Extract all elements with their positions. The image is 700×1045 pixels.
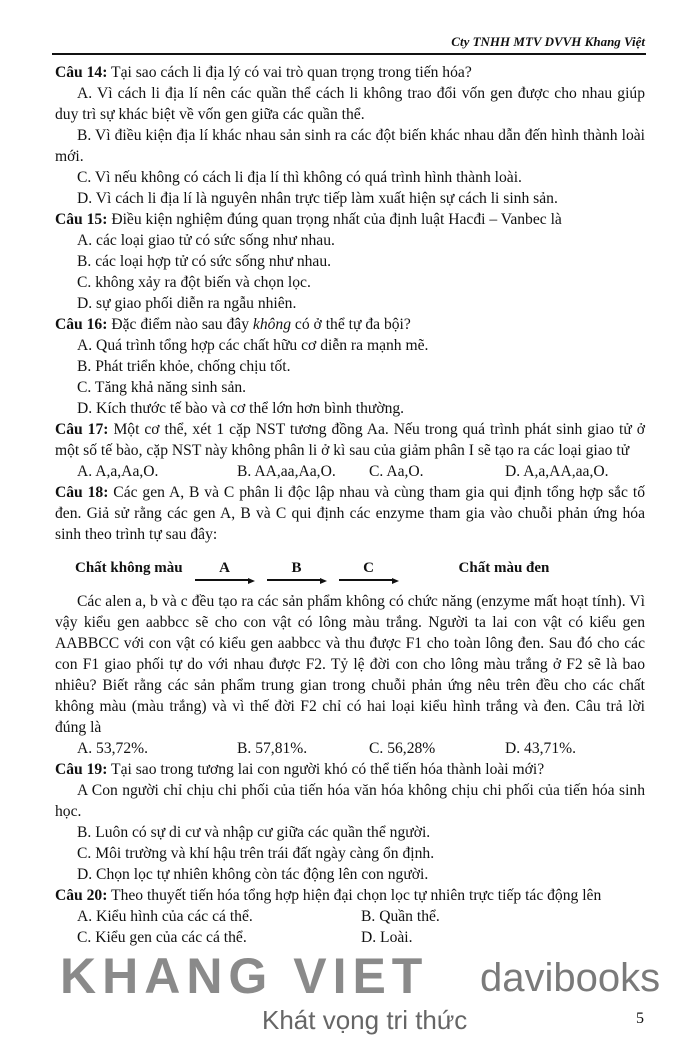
options-row (55, 927, 645, 948)
options-row (55, 738, 645, 759)
option: A. A,a,Aa,O. (77, 463, 159, 480)
pathway-start: Chất không màu (75, 559, 183, 576)
arrow-step-c: C (339, 558, 399, 579)
emphasis: không (252, 316, 292, 333)
page-number: 5 (636, 1010, 644, 1027)
question-text: có ở thể tự đa bội? (291, 316, 411, 333)
option: A. các loại giao tử có sức sống như nhau. (77, 232, 335, 249)
option: D. Vì cách li địa lí là nguyên nhân trực tiếp làm xuất hiện sự cách li sinh sản. (77, 190, 558, 207)
options-row (55, 906, 645, 927)
question-16 (55, 314, 645, 335)
question-text: Điều kiện nghiệm đúng quan trọng nhất của định luật Hacđi – Vanbec là (107, 211, 562, 228)
question-text: Các gen A, B và C phân li độc lập nhau và cùng tham gia qui định tổng hợp sắc tố đen. Giả sử rằng các gen A, B và C qui định các enzyme tham gia vào chuỗi phản ứng hóa sinh theo trình tự sau đây: (55, 484, 645, 543)
watermark-brand: KHANG VIET (60, 948, 429, 1004)
question-18-continued: Các alen a, b và c đều tạo ra các sản phẩm không có chức năng (enzyme mất hoạt tính). Vì vậy kiểu gen aabbcc sẽ cho con vật có lông màu trắng. Người ta lai con vật có kiểu gen AABBCC với con vật có kiểu gen aabbcc và thu được F1 cho toàn lông đen. Sau đó cho các con F1 giao phối tự do với nhau được F2. Tỷ lệ đời con cho lông màu trắng ở F2 sẽ là bao nhiêu? Biết rằng các sản phẩm trung gian trong chuỗi phản ứng nêu trên đều cho các chất không màu (màu trắng) và vì thế đời F2 chỉ có hai loại kiểu hình trắng và đen. Câu trả lời đúng là (55, 593, 645, 736)
question-text: Đặc điểm nào sau đây (107, 316, 253, 333)
question-text: Tại sao cách li địa lý có vai trò quan trọng trong tiến hóa? (107, 64, 472, 81)
question-text: Tại sao trong tương lai con người khó có thể tiến hóa thành loài mới? (107, 761, 545, 778)
option: B. Vì điều kiện địa lí khác nhau sản sinh ra các đột biến khác nhau dẫn đến hình thành loài mới. (55, 127, 645, 165)
option: B. Phát triển khỏe, chống chịu tốt. (77, 358, 291, 375)
option: B. 57,81%. (237, 740, 308, 757)
question-label: Câu 19: (55, 761, 108, 778)
option: D. Kích thước tế bào và cơ thể lớn hơn bình thường. (77, 400, 405, 417)
watermark-site: davibooks (480, 956, 661, 1000)
question-14 (55, 62, 645, 83)
option: B. các loại hợp tử có sức sống như nhau. (77, 253, 332, 270)
pathway-end: Chất màu đen (458, 559, 550, 576)
option: D. sự giao phối diễn ra ngẫu nhiên. (77, 295, 297, 312)
option: A. Quá trình tổng hợp các chất hữu cơ diễn ra mạnh mẽ. (77, 337, 429, 354)
question-18 (55, 482, 645, 545)
option: B. Luôn có sự di cư và nhập cư giữa các quần thể người. (77, 824, 431, 841)
question-label: Câu 16: (55, 316, 108, 333)
option: C. Vì nếu không có cách li địa lí thì không có quá trình hình thành loài. (77, 169, 522, 186)
option: D. Loài. (361, 929, 413, 946)
option: C. không xảy ra đột biến và chọn lọc. (77, 274, 311, 291)
question-20 (55, 885, 645, 906)
question-label: Câu 17: (55, 421, 109, 438)
page-content (55, 62, 645, 948)
arrow-step-b: B (267, 558, 327, 579)
question-label: Câu 14: (55, 64, 108, 81)
option: A Con người chỉ chịu chi phối của tiến hóa văn hóa không chịu chi phối của tiến hóa sinh học. (55, 782, 645, 820)
question-label: Câu 20: (55, 887, 108, 904)
option: C. Kiểu gen của các cá thể. (77, 929, 247, 946)
option: C. Môi trường và khí hậu trên trái đất ngày càng ổn định. (77, 845, 435, 862)
option: A. Kiểu hình của các cá thể. (77, 908, 253, 925)
pathway-diagram (75, 549, 645, 587)
question-19 (55, 759, 645, 780)
options-row (55, 461, 645, 482)
option: D. Chọn lọc tự nhiên không còn tác động lên con người. (77, 866, 429, 883)
arrow-step-a: A (195, 558, 255, 579)
question-17 (55, 419, 645, 461)
question-text: Theo thuyết tiến hóa tổng hợp hiện đại chọn lọc tự nhiên trực tiếp tác động lên (107, 887, 602, 904)
option: D. 43,71%. (505, 740, 577, 757)
running-header: Cty TNHH MTV DVVH Khang Việt (451, 34, 645, 49)
header-rule (52, 53, 646, 55)
option: A. Vì cách li địa lí nên các quần thể cách li không trao đổi vốn gen được cho nhau giúp duy trì sự khác biệt về vốn gen giữa các quần thể. (55, 85, 645, 123)
question-15 (55, 209, 645, 230)
question-label: Câu 15: (55, 211, 108, 228)
watermark-slogan: Khát vọng tri thức (262, 1005, 468, 1035)
option: D. A,a,AA,aa,O. (505, 463, 609, 480)
option: B. AA,aa,Aa,O. (237, 463, 336, 480)
option: C. 56,28% (369, 740, 436, 757)
option: C. Aa,O. (369, 463, 424, 480)
option: B. Quần thể. (361, 908, 440, 925)
question-text: Một cơ thể, xét 1 cặp NST tương đồng Aa. Nếu trong quá trình phát sinh giao tử ở một số tế bào, cặp NST này không phân li ở kì sau của giảm phân I sẽ tạo ra các loại giao tử (55, 421, 645, 459)
option: A. 53,72%. (77, 740, 149, 757)
question-label: Câu 18: (55, 484, 109, 501)
option: C. Tăng khả năng sinh sản. (77, 379, 247, 396)
